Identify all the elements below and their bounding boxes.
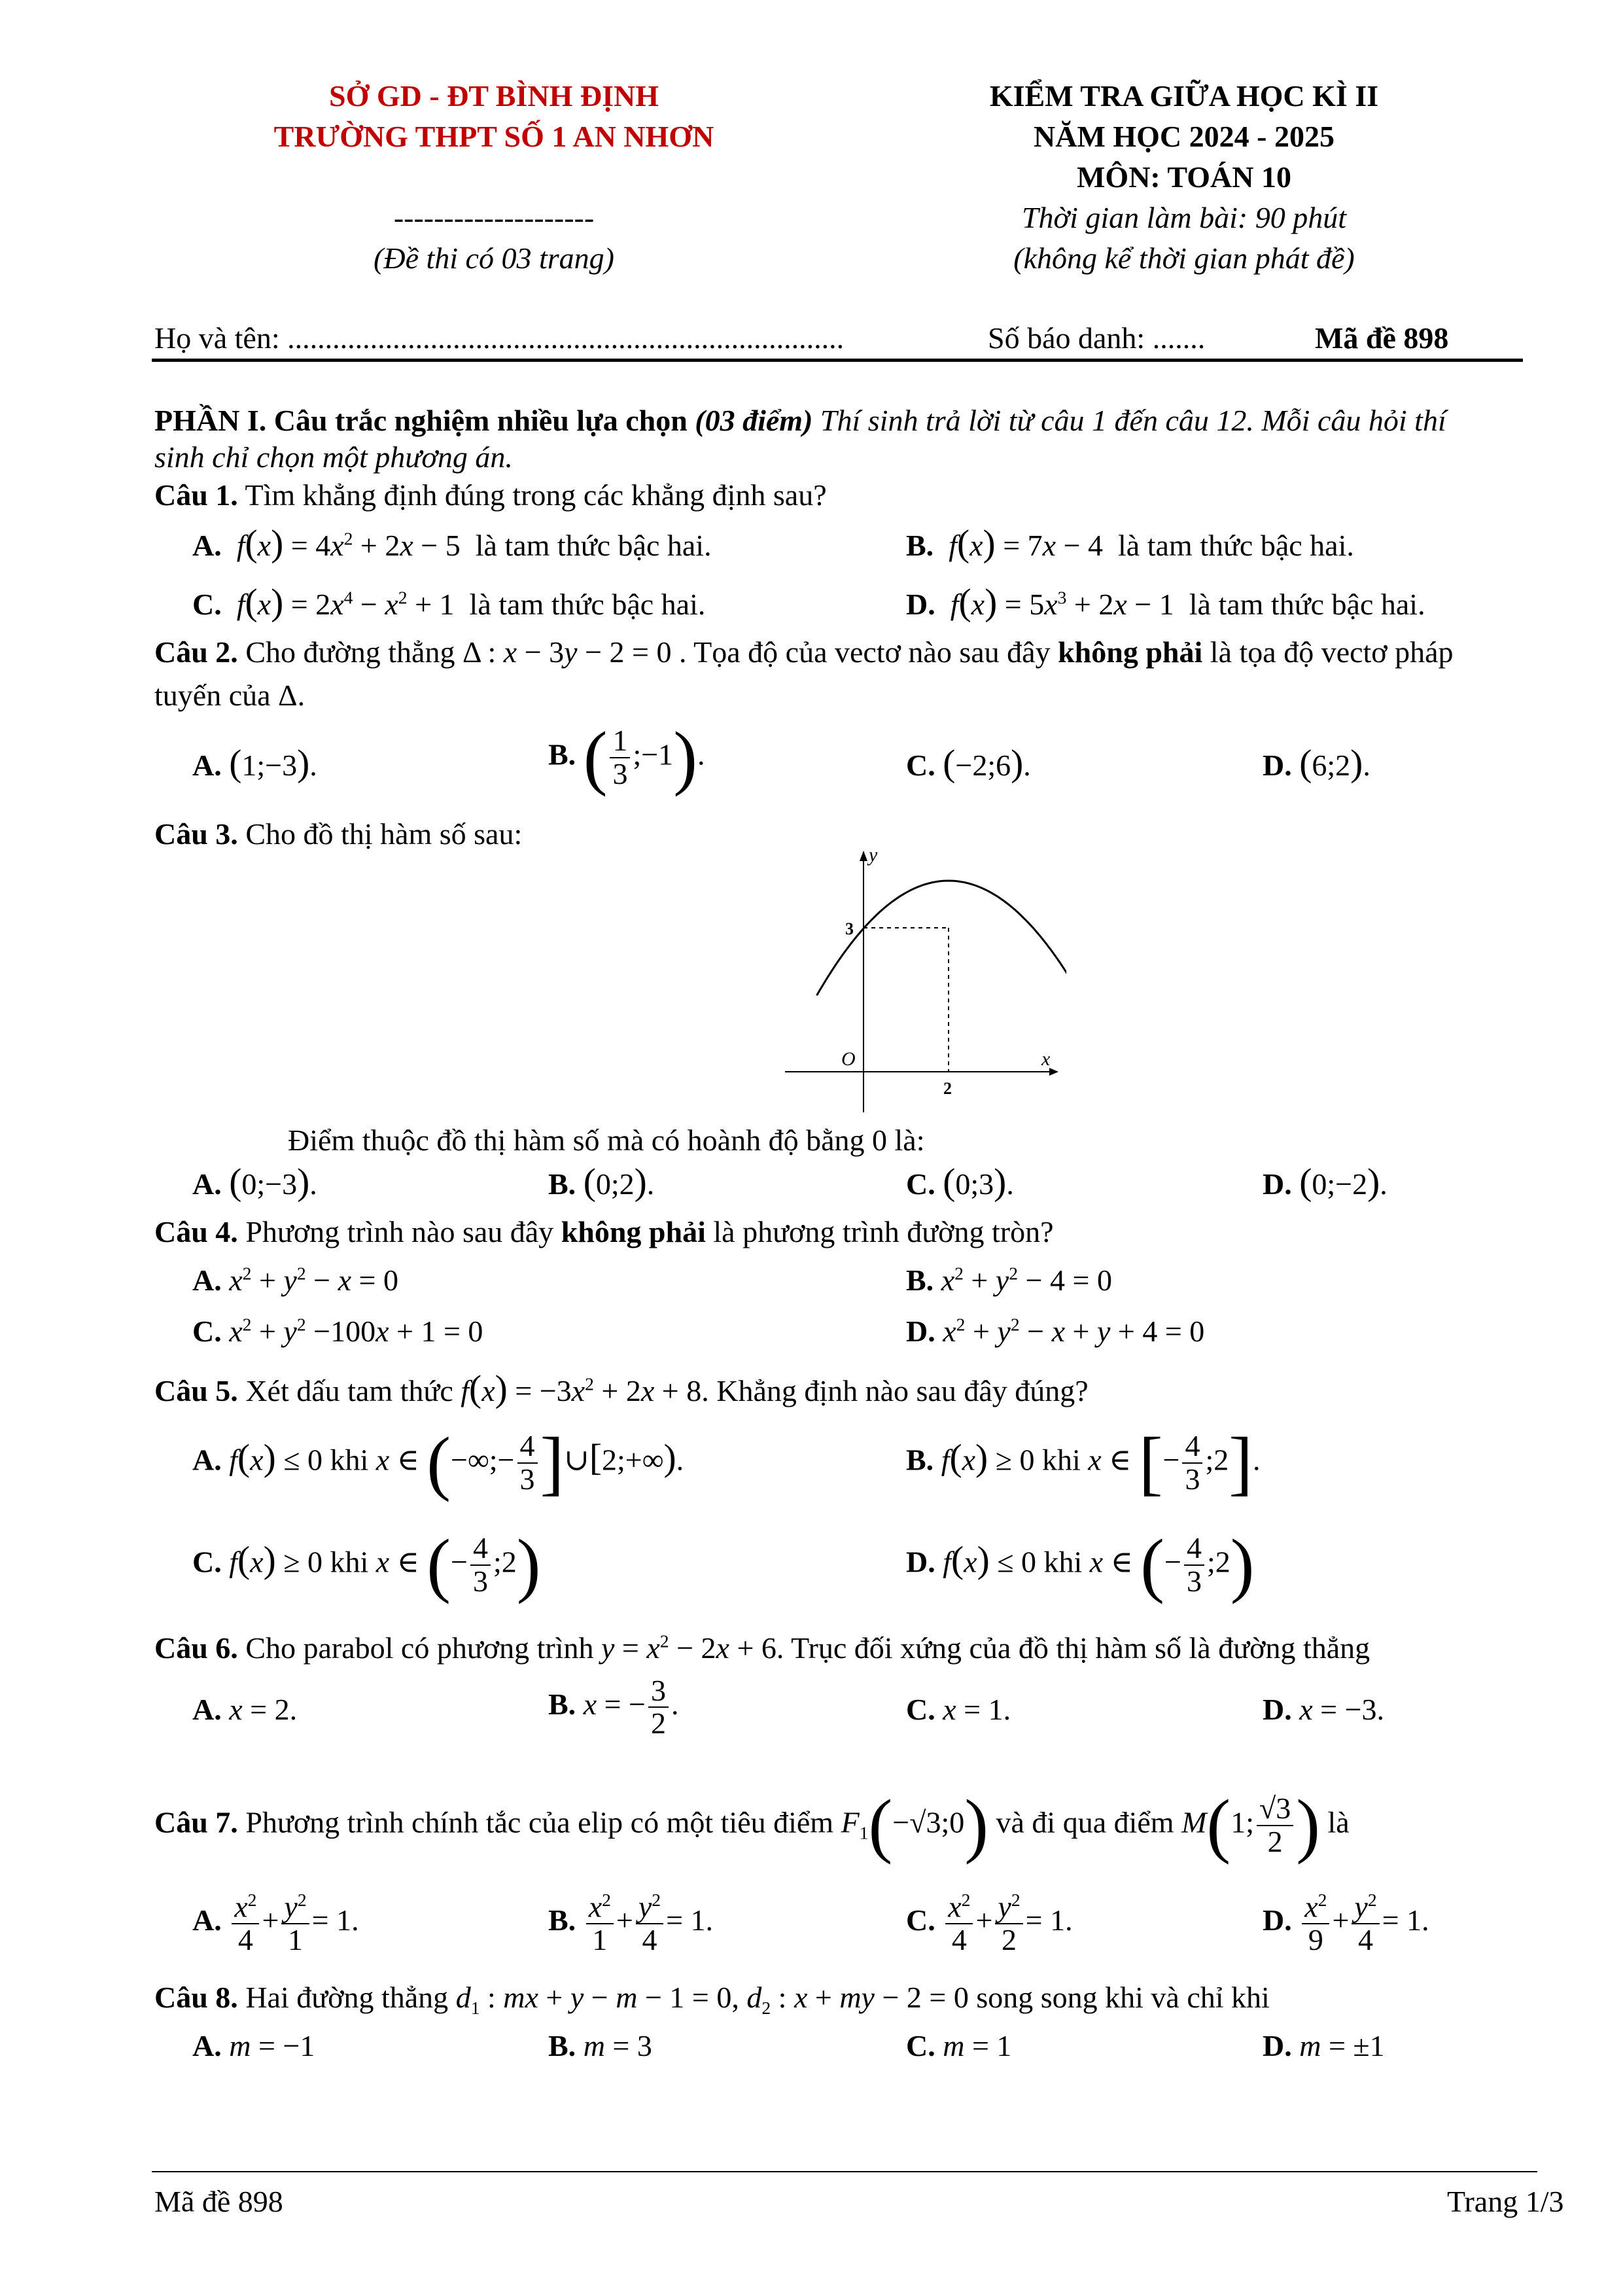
q6-option-b: B. x = − $\frac{3}{2}$ . — [548, 1674, 679, 1740]
q3-option-b: B. (0;2). — [548, 1161, 655, 1203]
header-rule — [152, 359, 1523, 362]
q7-option-c: C. $\frac{x^2}{4}$ + $\frac{y^2}{2}$ = 1. — [906, 1890, 1073, 1956]
q3-option-d: D. (0;−2). — [1263, 1161, 1387, 1203]
school-year: NĂM HỌC 2024 - 2025 — [1034, 120, 1335, 153]
exam-code: Mã đề 898 — [1315, 321, 1449, 355]
footer-exam-code: Mã đề 898 — [154, 2185, 283, 2218]
graph-tick-y-3: 3 — [845, 919, 854, 938]
part1-heading: PHẦN I. Câu trắc nghiệm nhiều lựa chọn (03 điểm) Thí sinh trả lời từ câu 1 đến câu 12. Mỗi câu hỏi thí — [154, 404, 1446, 437]
q7-option-d: D. $\frac{x^2}{9}$ + $\frac{y^2}{4}$ = 1. — [1263, 1890, 1429, 1956]
graph-x-label: x — [1041, 1048, 1051, 1070]
q6-option-a: A. x = 2. — [192, 1693, 298, 1726]
time-note: (không kể thời gian phát đề) — [1013, 241, 1355, 275]
parabola-graph — [778, 844, 1066, 1119]
q3-option-c: C. (0;3). — [906, 1161, 1014, 1203]
exam-time: Thời gian làm bài: 90 phút — [1021, 201, 1347, 234]
q5-option-c: C. f(x) ≥ 0 khi x ∈ (− $\frac{4}{3}$ ;2) — [192, 1525, 541, 1604]
q2-option-a: A. (1;−3). — [192, 743, 317, 784]
pages-note: (Đề thi có 03 trang) — [374, 241, 614, 275]
q5-option-a: A. f(x) ≤ 0 khi x ∈ (−∞;− $\frac{4}{3}$ ]∪[2;+∞). — [192, 1422, 684, 1502]
q4-option-b: B. $x^2 + y^2 - 4 = 0$ — [906, 1263, 1112, 1297]
part1-instruction-cont: sinh chỉ chọn một phương án. — [154, 440, 513, 474]
q8-option-d: D. m = ±1 — [1263, 2029, 1385, 2062]
question-8: Câu 8. Hai đường thẳng $d_1$ : mx + y − m − 1 = 0, $d_2$ : x + my − 2 = 0 song song khi và chỉ khi — [154, 1981, 1270, 2019]
footer-rule — [152, 2171, 1537, 2172]
q6-option-c: C. x = 1. — [906, 1693, 1011, 1726]
q6-option-d: D. x = −3. — [1263, 1693, 1385, 1726]
q8-option-a: A. m = −1 — [192, 2029, 315, 2062]
q1-option-b: B. f(x) = 7x − 4 là tam thức bậc hai. — [906, 523, 1354, 564]
q3-option-a: A. (0;−3). — [192, 1161, 317, 1203]
q1-option-c: C. $f(x) = 2x^4 - x^2 + 1$ là tam thức bậc hai. — [192, 582, 706, 623]
exam-title: KIỂM TRA GIỮA HỌC KÌ II — [989, 79, 1379, 113]
q8-option-c: C. m = 1 — [906, 2029, 1012, 2062]
question-1: Câu 1. Tìm khẳng định đúng trong các khẳng định sau? — [154, 478, 827, 512]
header-dashes: -------------------- — [393, 201, 595, 234]
question-4: Câu 4. Phương trình nào sau đây không phải là phương trình đường tròn? — [154, 1215, 1054, 1248]
graph-tick-x-2: 2 — [943, 1079, 952, 1098]
graph-y-label: y — [869, 844, 878, 866]
q2-option-d: D. (6;2). — [1263, 743, 1370, 784]
footer-page-number: Trang 1/3 — [1447, 2185, 1564, 2218]
q4-option-d: D. $x^2 + y^2 - x + y + 4 = 0$ — [906, 1314, 1205, 1348]
q2-option-b: B. ( $\frac{1}{3}$ ;−1). — [548, 717, 705, 797]
q5-option-d: D. f(x) ≤ 0 khi x ∈ (− $\frac{4}{3}$ ;2) — [906, 1525, 1255, 1604]
q7-option-b: B. $\frac{x^2}{1}$ + $\frac{y^2}{4}$ = 1. — [548, 1890, 714, 1956]
student-name-field: Họ và tên: .......................................................................... — [154, 321, 845, 355]
question-5: Câu 5. Xét dấu tam thức $f(x) = -3x^2 + 2x + 8$. Khẳng định nào sau đây đúng? — [154, 1368, 1089, 1409]
q1-option-d: D. $f(x) = 5x^3 + 2x - 1$ là tam thức bậc hai. — [906, 582, 1425, 623]
graph-origin-label: O — [841, 1048, 856, 1070]
q1-option-a: A. $f(x) = 4x^2 + 2x - 5$ là tam thức bậc hai. — [192, 523, 712, 564]
dept-name: SỞ GD - ĐT BÌNH ĐỊNH — [329, 79, 659, 113]
question-2: Câu 2. Cho đường thẳng Δ : x − 3y − 2 = 0 . Tọa độ của vectơ nào sau đây không phải là tọa độ vectơ pháp — [154, 635, 1454, 669]
question-6: Câu 6. Cho parabol có phương trình $y = x^2 - 2x + 6$. Trục đối xứng của đồ thị hàm số là đường thẳng — [154, 1631, 1370, 1665]
question-3: Câu 3. Cho đồ thị hàm số sau: — [154, 817, 523, 851]
question-3-prompt: Điểm thuộc đồ thị hàm số mà có hoành độ bằng 0 là: — [288, 1123, 925, 1157]
q5-option-b: B. f(x) ≥ 0 khi x ∈ [− $\frac{4}{3}$ ;2]. — [906, 1422, 1261, 1502]
school-name: TRƯỜNG THPT SỐ 1 AN NHƠN — [273, 120, 714, 153]
q7-option-a: A. $\frac{x^2}{4}$ + $\frac{y^2}{1}$ = 1. — [192, 1890, 359, 1956]
q2-option-c: C. (−2;6). — [906, 743, 1031, 784]
q4-option-c: C. $x^2 + y^2 -100x + 1 = 0$ — [192, 1314, 483, 1348]
student-id-field: Số báo danh: ....... — [988, 321, 1206, 355]
question-2-cont: tuyến của Δ. — [154, 679, 305, 712]
q4-option-a: A. $x^2 + y^2 - x = 0$ — [192, 1263, 398, 1297]
q8-option-b: B. m = 3 — [548, 2029, 652, 2062]
question-7: Câu 7. Phương trình chính tắc của elip có một tiêu điểm $F_1(-√3;0)$ và đi qua điểm M(1; $\frac{√3}{2}$ ) là — [154, 1785, 1350, 1865]
subject: MÔN: TOÁN 10 — [1077, 160, 1291, 194]
